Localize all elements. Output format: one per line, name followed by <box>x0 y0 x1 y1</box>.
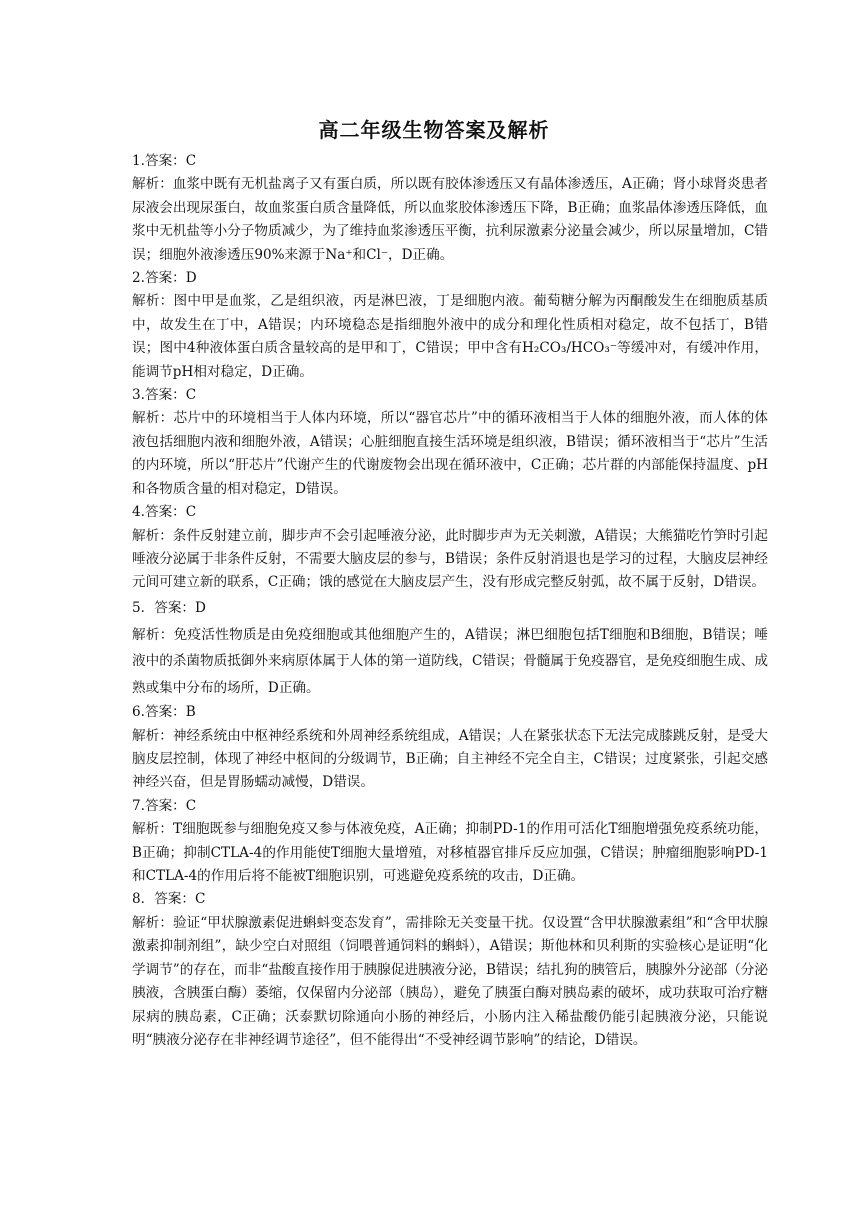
answer-item-2 <box>132 267 768 384</box>
answer-key: 7.答案：C <box>132 797 197 814</box>
answer-item-1 <box>132 150 768 267</box>
explanation-text: 解析：T细胞既参与细胞免疫又参与体液免疫，A正确；抑制PD-1的作用可活化T细胞增强免疫系统功能，B正确；抑制CTLA-4的作用能使T细胞大量增殖，对移植器官排斥反应加强，C错误；肿瘤细胞影响PD-1和CTLA-4的作用后将不能被T细胞识别，可逃避免疫系统的攻击，D正确。 <box>132 821 768 885</box>
explanation-text: 解析：芯片中的环境相当于人体内环境，所以“器官芯片”中的循环液相当于人体的细胞外液，而人体的体液包括细胞内液和细胞外液，A错误；心脏细胞直接生活环境是组织液，B错误；循环液相当于“芯片”生活的内环境，所以“肝芯片”代谢产生的代谢废物会出现在循环液中，C正确；芯片群的内部能保持温度、pH和各物质含量的相对稳定，D错误。 <box>132 410 768 497</box>
answer-key: 1.答案：C <box>132 153 197 169</box>
answer-key: 4.答案：C <box>132 504 197 521</box>
answer-item-3 <box>132 384 768 501</box>
answer-key: 2.答案：D <box>132 270 197 287</box>
answer-key: 5．答案：D <box>132 599 206 616</box>
answer-key: 3.答案：C <box>132 387 197 404</box>
answer-item-8 <box>132 888 768 1052</box>
answer-item-5 <box>132 595 768 702</box>
answer-key: 8．答案：C <box>132 891 206 908</box>
explanation-text: 解析：神经系统由中枢神经系统和外周神经系统组成，A错误；人在紧张状态下无法完成膝跳反射，是受大脑皮层控制，体现了神经中枢间的分级调节，B正确；自主神经不完全自主，C错误；过度紧张，引起交感神经兴奋，但是胃肠蠕动减慢，D错误。 <box>132 727 768 791</box>
answer-item-6 <box>132 701 768 795</box>
explanation-text: 解析：免疫活性物质是由免疫细胞或其他细胞产生的，A错误；淋巴细胞包括T细胞和B细胞，B错误；唾液中的杀菌物质抵御外来病原体属于人体的第一道防线，C错误；骨髓属于免疫器官，是免疫细胞生成、成熟或集中分布的场所，D正确。 <box>132 626 768 696</box>
answer-key: 6.答案：B <box>132 704 196 721</box>
explanation-text: 解析：验证“甲状腺激素促进蝌蚪变态发育”，需排除无关变量干扰。仅设置“含甲状腺激素组”和“含甲状腺激素抑制剂组”，缺少空白对照组（饲喂普通饲料的蝌蚪），A错误；斯他林和贝利斯的实验核心是证明“化学调节”的存在，而非“盐酸直接作用于胰腺促进胰液分泌，B错误；结扎狗的胰管后，胰腺外分泌部（分泌胰液，含胰蛋白酶）萎缩，仅保留内分泌部（胰岛），避免了胰蛋白酶对胰岛素的破坏，成功获取可治疗糖尿病的胰岛素，C正确；沃泰默切除通向小肠的神经后，小肠内注入稀盐酸仍能引起胰液分泌，只能说明“胰液分泌存在非神经调节途径”，但不能得出“不受神经调节影响”的结论，D错误。 <box>132 914 768 1048</box>
answer-item-7 <box>132 795 768 889</box>
explanation-text: 解析：图中甲是血浆，乙是组织液，丙是淋巴液，丁是细胞内液。葡萄糖分解为丙酮酸发生在细胞质基质中，故发生在丁中，A错误；内环境稳态是指细胞外液中的成分和理化性质相对稳定，故不包括丁，B错误；图中4种液体蛋白质含量较高的是甲和丁，C错误；甲中含有H₂CO₃/HCO₃⁻等缓冲对，有缓冲作用，能调节pH相对稳定，D正确。 <box>132 293 768 380</box>
explanation-text: 解析：条件反射建立前，脚步声不会引起唾液分泌，此时脚步声为无关刺激，A错误；大熊猫吃竹笋时引起唾液分泌属于非条件反射，不需要大脑皮层的参与，B错误；条件反射消退也是学习的过程，大脑皮层神经元间可建立新的联系，C正确；饿的感觉在大脑皮层产生，没有形成完整反射弧，故不属于反射，D错误。 <box>132 527 768 591</box>
page-title: 高二年级生物答案及解析 <box>318 118 550 142</box>
answer-item-4 <box>132 501 768 595</box>
answer-list <box>132 150 768 1052</box>
explanation-text: 解析：血浆中既有无机盐离子又有蛋白质，所以既有胶体渗透压又有晶体渗透压，A正确；肾小球肾炎患者尿液会出现尿蛋白，故血浆蛋白质含量降低，所以血浆胶体渗透压下降，B正确；血浆晶体渗透压降低，血浆中无机盐等小分子物质减少，为了维持血浆渗透压平衡，抗利尿激素分泌量会减少，所以尿量增加，C错误；细胞外液渗透压90%来源于Na⁺和Cl⁻，D正确。 <box>132 176 768 263</box>
